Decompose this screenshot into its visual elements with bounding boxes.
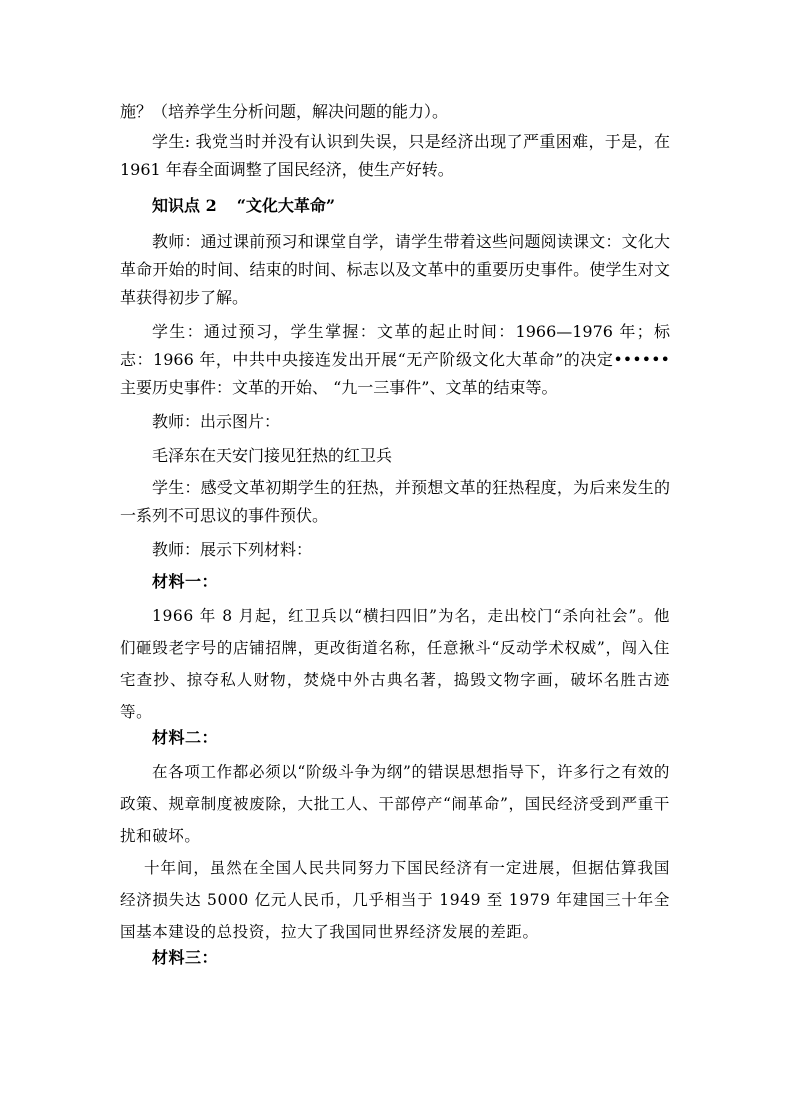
- material-2-text-2: 十年间，虽然在全国人民共同努力下国民经济有一定进展，但据估算我国经济损失达 5000 亿元人民币，几乎相当于 1949 至 1979 年建国三十年全国基本建设的总投资，拉大了我国同世界经济发展的差距。: [120, 859, 670, 941]
- paragraph-teacher-preview: 教师：通过课前预习和课堂自学，请学生带着这些问题阅读课文：文化大革命开始的时间、结束的时间、标志以及文革中的重要历史事件。使学生对文革获得初步了解。: [120, 232, 670, 307]
- picture-caption: 毛泽东在天安门接见狂热的红卫兵: [152, 446, 393, 465]
- material-3-heading: 材料三：: [152, 948, 219, 967]
- material-1-text: 1966 年 8 月起，红卫兵以“横扫四旧”为名，走出校门“杀向社会”。他们砸毁老字号的店铺招牌，更改街道名称，任意揪斗“反动学术权威”，闯入住宅查抄、掠夺私人财物，焚烧中外古典名著，捣毁文物字画，破坏名胜古迹等。: [120, 607, 670, 721]
- paragraph-intro-end: 施？（培养学生分析问题，解决问题的能力）。: [120, 102, 449, 121]
- knowledge-point-label: 知识点 2: [152, 196, 217, 215]
- paragraph-teacher-show-picture: 教师：出示图片：: [152, 412, 281, 431]
- knowledge-point-2-heading: [120, 192, 670, 220]
- paragraph-student-feel: 学生：感受文革初期学生的狂热，并预想文革的狂热程度，为后来发生的一系列不可思议的事件预伏。: [120, 478, 670, 525]
- material-2-text-1: 在各项工作都必须以“阶级斗争为纲”的错误思想指导下，许多行之有效的政策、规章制度被废除，大批工人、干部停产“闹革命”，国民经济受到严重干扰和破坏。: [120, 763, 670, 845]
- paragraph-teacher-show-materials: 教师：展示下列材料：: [152, 540, 313, 559]
- paragraph-student-answer-1961: 学生: 我党当时并没有认识到失误，只是经济出现了严重困难，于是，在 1961 年春全面调整了国民经济，使生产好转。: [120, 132, 670, 179]
- paragraph-student-preview: 学生：通过预习，学生掌握：文革的起止时间：1966—1976 年；标志：1966 年，中共中央接连发出开展“无产阶级文化大革命”的决定••••••主要历史事件：文革的开始、 “九一三事件”、文革的结束等。: [120, 322, 670, 397]
- material-2-heading: 材料二：: [152, 728, 219, 747]
- material-1-heading: 材料一：: [152, 572, 219, 591]
- knowledge-point-title: “文化大革命”: [236, 196, 336, 215]
